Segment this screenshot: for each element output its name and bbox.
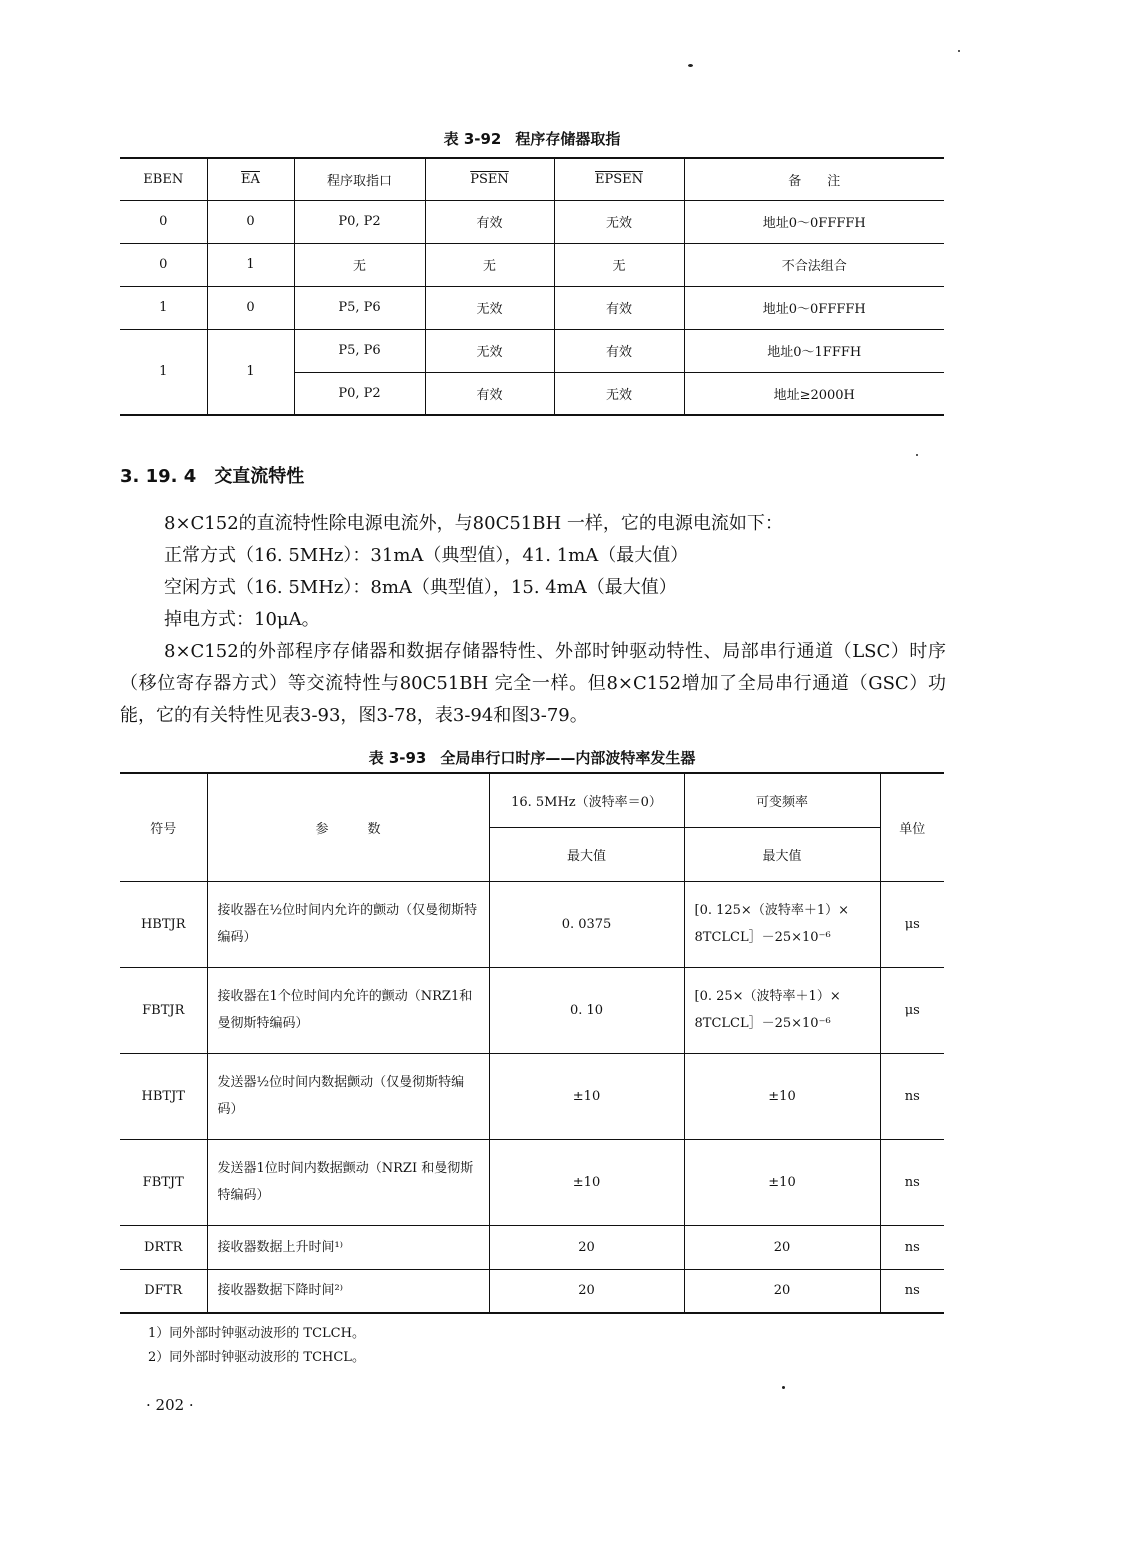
- scan-speck: [782, 1386, 785, 1389]
- cell-unit: ns: [880, 1053, 944, 1139]
- header-max: 最大值: [684, 827, 880, 881]
- cell-symbol: DRTR: [120, 1225, 207, 1269]
- paragraph: 空闲方式（16. 5MHz）：8mA（典型值），15. 4mA（最大值）: [164, 577, 677, 598]
- cell-variable: 20: [684, 1225, 880, 1269]
- cell-symbol: FBTJR: [120, 967, 207, 1053]
- header-cell: EPSEN: [554, 158, 684, 200]
- footnote: 2）同外部时钟驱动波形的 TCHCL。: [148, 1350, 365, 1365]
- cell: 无: [294, 243, 425, 286]
- cell: 1: [207, 243, 294, 286]
- cell: 地址≥2000H: [684, 372, 944, 415]
- table-number: 表 3-92: [443, 130, 502, 148]
- cell-symbol: FBTJT: [120, 1139, 207, 1225]
- cell: 0: [120, 243, 207, 286]
- cell-fixed: 20: [489, 1225, 684, 1269]
- cell-symbol: HBTJT: [120, 1053, 207, 1139]
- cell: 有效: [554, 286, 684, 329]
- table-title: 程序存储器取指: [515, 130, 621, 148]
- header-unit: 单位: [880, 773, 944, 881]
- cell: 1: [120, 329, 207, 415]
- paragraph: 8×C152的直流特性除电源电流外，与80C51BH 一样，它的电源电流如下：: [164, 513, 783, 534]
- cell: 不合法组合: [684, 243, 944, 286]
- cell-variable: [0. 25×（波特率＋1）× 8TCLCL］－25×10⁻⁶: [684, 967, 880, 1053]
- cell: 1: [120, 286, 207, 329]
- header-max: 最大值: [489, 827, 684, 881]
- cell-variable: ±10: [684, 1139, 880, 1225]
- cell-symbol: DFTR: [120, 1269, 207, 1313]
- scan-speck: [916, 454, 918, 456]
- scan-speck: [688, 64, 693, 67]
- table-row: [120, 1053, 944, 1139]
- cell-unit: ns: [880, 1269, 944, 1313]
- table-row: [120, 200, 944, 243]
- paragraph: 掉电方式：10μA。: [164, 609, 320, 630]
- cell-unit: ns: [880, 1225, 944, 1269]
- paragraph: 8×C152的外部程序存储器和数据存储器特性、外部时钟驱动特性、局部串行通道（LSC）时序（移位寄存器方式）等交流特性与80C51BH 完全一样。但8×C152增加了全局串行通道（GSC）功能，它的有关特性见表3-93，图3-78，表3-94和图3-79。: [120, 641, 946, 726]
- cell: 无效: [425, 329, 554, 372]
- table-row: [120, 967, 944, 1053]
- table-number: 表 3-93: [368, 749, 427, 767]
- cell: P0, P2: [294, 200, 425, 243]
- cell: 有效: [425, 372, 554, 415]
- header-cell: EBEN: [120, 158, 207, 200]
- cell: 0: [207, 200, 294, 243]
- cell-fixed: ±10: [489, 1139, 684, 1225]
- cell-param: 发送器½位时间内数据颤动（仅曼彻斯特编码）: [207, 1053, 489, 1139]
- cell-fixed: 0. 10: [489, 967, 684, 1053]
- cell: 无效: [425, 286, 554, 329]
- header-variable-freq: 可变频率: [684, 773, 880, 827]
- cell-unit: ns: [880, 1139, 944, 1225]
- header-cell: PSEN: [425, 158, 554, 200]
- table-3-93: [120, 772, 944, 1314]
- cell-param: 接收器数据下降时间²⁾: [207, 1269, 489, 1313]
- table-row: [120, 881, 944, 967]
- table-3-93-caption: [0, 747, 1064, 768]
- cell: 无: [554, 243, 684, 286]
- cell-unit: μs: [880, 967, 944, 1053]
- cell: 地址0～0FFFFH: [684, 200, 944, 243]
- header-symbol: 符号: [120, 773, 207, 881]
- header-cell: 备 注: [684, 158, 944, 200]
- cell-fixed: 0. 0375: [489, 881, 684, 967]
- table-row: [120, 286, 944, 329]
- cell-fixed: 20: [489, 1269, 684, 1313]
- cell: 0: [207, 286, 294, 329]
- cell: P0, P2: [294, 372, 425, 415]
- section-title: 交直流特性: [214, 466, 305, 487]
- cell-variable: ±10: [684, 1053, 880, 1139]
- footnote: 1）同外部时钟驱动波形的 TCLCH。: [148, 1326, 365, 1341]
- header-param: 参 数: [207, 773, 489, 881]
- cell: 地址0～1FFFH: [684, 329, 944, 372]
- cell: 地址0～0FFFFH: [684, 286, 944, 329]
- cell: P5, P6: [294, 286, 425, 329]
- cell: P5, P6: [294, 329, 425, 372]
- header-cell: $\overline{EA}$: [207, 158, 294, 200]
- table-row: [120, 1139, 944, 1225]
- table-3-92: [120, 157, 944, 416]
- cell: 1: [207, 329, 294, 415]
- cell-param: 接收器数据上升时间¹⁾: [207, 1225, 489, 1269]
- cell: 无效: [554, 372, 684, 415]
- cell: 无效: [554, 200, 684, 243]
- cell-param: 发送器1位时间内数据颤动（NRZI 和曼彻斯特编码）: [207, 1139, 489, 1225]
- header-fixed-freq: 16. 5MHz（波特率＝0）: [489, 773, 684, 827]
- table-row: [120, 243, 944, 286]
- cell-variable: 20: [684, 1269, 880, 1313]
- section-number: 3. 19. 4: [120, 466, 197, 487]
- table-row: [120, 1269, 944, 1313]
- table-title: 全局串行口时序——内部波特率发生器: [440, 749, 696, 767]
- cell: 无: [425, 243, 554, 286]
- cell: 有效: [554, 329, 684, 372]
- cell-symbol: HBTJR: [120, 881, 207, 967]
- section-heading: [120, 462, 304, 488]
- cell-param: 接收器在1个位时间内允许的颤动（NRZ1和曼彻斯特编码）: [207, 967, 489, 1053]
- page-number: · 202 ·: [146, 1396, 194, 1414]
- table-3-92-caption: [0, 128, 1064, 149]
- table-row: [120, 329, 944, 372]
- cell-param: 接收器在½位时间内允许的颤动（仅曼彻斯特编码）: [207, 881, 489, 967]
- cell-unit: μs: [880, 881, 944, 967]
- table-header-row: [120, 158, 944, 200]
- scan-speck: [958, 50, 960, 52]
- header-cell: 程序取指口: [294, 158, 425, 200]
- table-row: [120, 1225, 944, 1269]
- cell-fixed: ±10: [489, 1053, 684, 1139]
- table-header-row: [120, 773, 944, 827]
- cell-variable: [0. 125×（波特率＋1）× 8TCLCL］－25×10⁻⁶: [684, 881, 880, 967]
- paragraph: 正常方式（16. 5MHz）：31mA（典型值），41. 1mA（最大值）: [164, 545, 689, 566]
- cell: 有效: [425, 200, 554, 243]
- cell: 0: [120, 200, 207, 243]
